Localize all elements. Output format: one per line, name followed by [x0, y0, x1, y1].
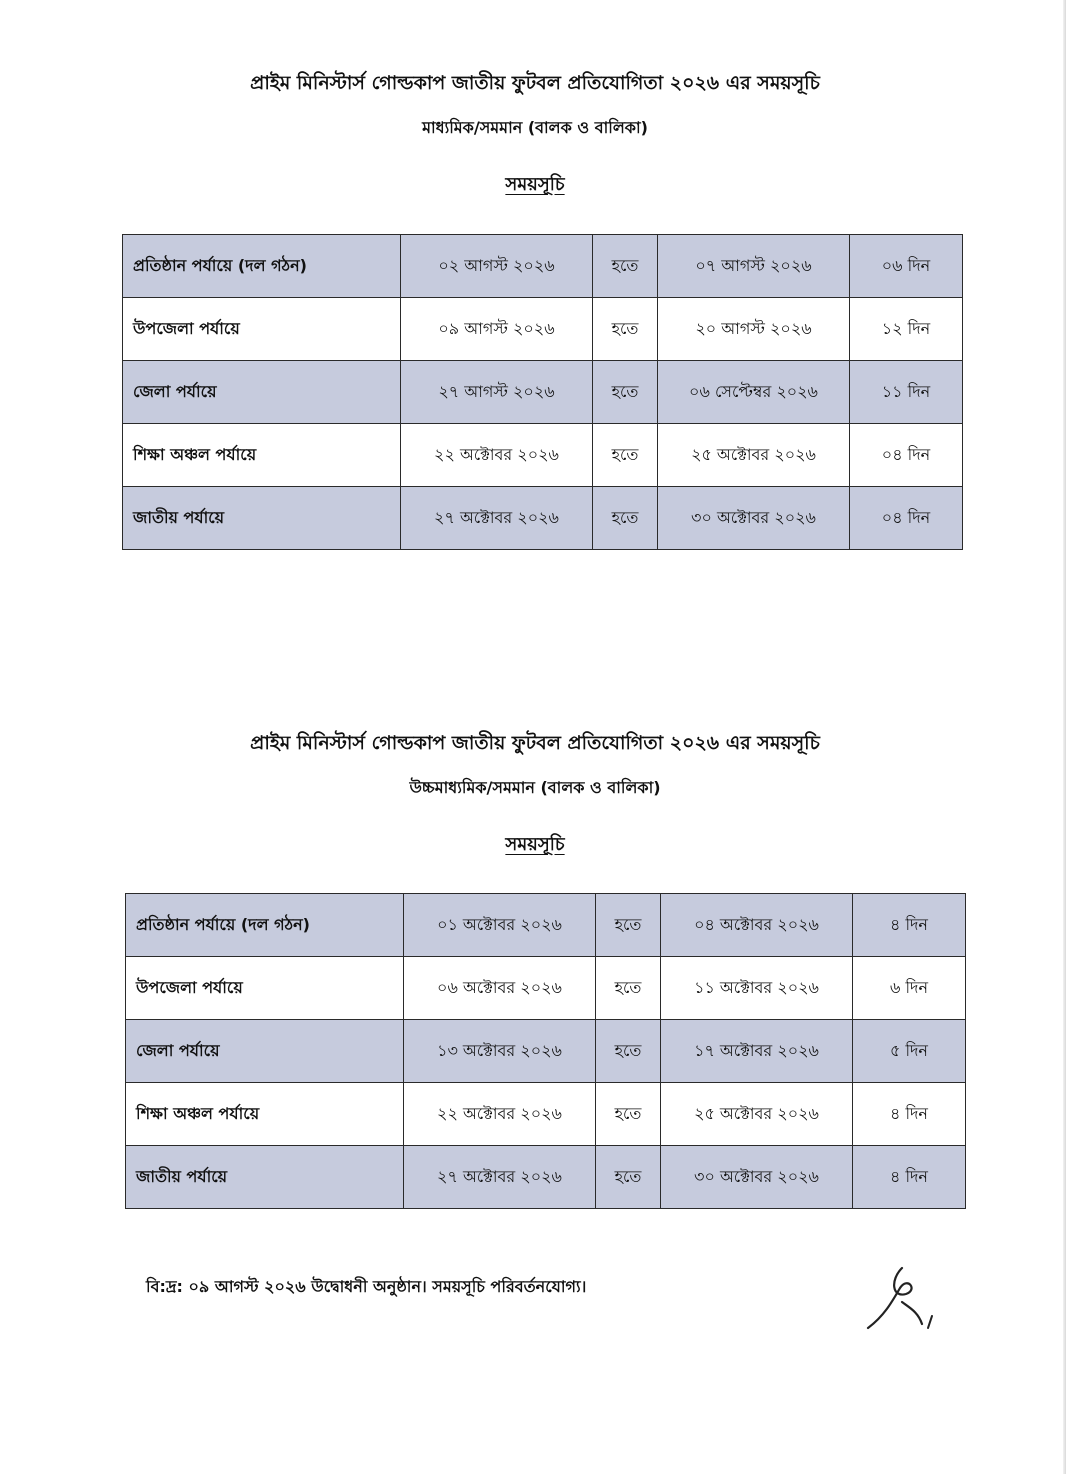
stage-cell: শিক্ষা অঞ্চল পর্যায়ে [123, 424, 401, 487]
table-row [126, 957, 966, 1020]
from-cell: হতে [593, 487, 658, 550]
days-cell: ১২ দিন [850, 298, 963, 361]
days-cell: ১১ দিন [850, 361, 963, 424]
from-cell: হতে [596, 1083, 661, 1146]
end-date-cell: ০৪ অক্টোবর ২০২৬ [661, 894, 853, 957]
end-date-cell: ২০ আগস্ট ২০২৬ [658, 298, 850, 361]
schedule-table [125, 893, 966, 1209]
schedule-section-higher-secondary [0, 728, 1070, 1186]
section-title: প্রাইম মিনিস্টার্স গোল্ডকাপ জাতীয় ফুটবল প্রতিযোগিতা ২০২৬ এর সময়সূচি [250, 72, 820, 94]
days-cell: ৪ দিন [853, 1146, 966, 1209]
from-cell: হতে [596, 1146, 661, 1209]
table-row [126, 1020, 966, 1083]
from-cell: হতে [593, 298, 658, 361]
days-cell: ৫ দিন [853, 1020, 966, 1083]
from-cell: হতে [593, 361, 658, 424]
table-row [126, 1083, 966, 1146]
stage-cell: উপজেলা পর্যায়ে [126, 957, 404, 1020]
section-heading [0, 170, 1070, 201]
section-heading-text: সময়সূচি [505, 834, 565, 855]
days-cell: ০৬ দিন [850, 235, 963, 298]
signature-mark [862, 1258, 942, 1338]
stage-cell: জেলা পর্যায়ে [126, 1020, 404, 1083]
days-cell: ০৪ দিন [850, 424, 963, 487]
table-row [123, 487, 963, 550]
table-row [123, 424, 963, 487]
days-cell: ৬ দিন [853, 957, 966, 1020]
table-row [126, 894, 966, 957]
start-date-cell: ০৬ অক্টোবর ২০২৬ [404, 957, 596, 1020]
end-date-cell: ২৫ অক্টোবর ২০২৬ [661, 1083, 853, 1146]
stage-cell: প্রতিষ্ঠান পর্যায়ে (দল গঠন) [126, 894, 404, 957]
schedule-section-secondary [0, 68, 1070, 527]
start-date-cell: ০৯ আগস্ট ২০২৬ [401, 298, 593, 361]
from-cell: হতে [596, 957, 661, 1020]
start-date-cell: ০২ আগস্ট ২০২৬ [401, 235, 593, 298]
section-heading-text: সময়সূচি [505, 174, 565, 195]
end-date-cell: ২৫ অক্টোবর ২০২৬ [658, 424, 850, 487]
start-date-cell: ২২ অক্টোবর ২০২৬ [401, 424, 593, 487]
stage-cell: জেলা পর্যায়ে [123, 361, 401, 424]
table-row [123, 298, 963, 361]
end-date-cell: ০৬ সেপ্টেম্বর ২০২৬ [658, 361, 850, 424]
table-row [126, 1146, 966, 1209]
section-subtitle: উচ্চমাধ্যমিক/সমমান (বালক ও বালিকা) [409, 778, 661, 797]
days-cell: ৪ দিন [853, 1083, 966, 1146]
stage-cell: উপজেলা পর্যায়ে [123, 298, 401, 361]
start-date-cell: ২২ অক্টোবর ২০২৬ [404, 1083, 596, 1146]
stage-cell: জাতীয় পর্যায়ে [123, 487, 401, 550]
table-row [123, 235, 963, 298]
stage-cell: জাতীয় পর্যায়ে [126, 1146, 404, 1209]
schedule-table [122, 234, 963, 550]
end-date-cell: ১১ অক্টোবর ২০২৬ [661, 957, 853, 1020]
stage-cell: প্রতিষ্ঠান পর্যায়ে (দল গঠন) [123, 235, 401, 298]
stage-cell: শিক্ষা অঞ্চল পর্যায়ে [126, 1083, 404, 1146]
start-date-cell: ০১ অক্টোবর ২০২৬ [404, 894, 596, 957]
start-date-cell: ১৩ অক্টোবর ২০২৬ [404, 1020, 596, 1083]
end-date-cell: ১৭ অক্টোবর ২০২৬ [661, 1020, 853, 1083]
from-cell: হতে [593, 235, 658, 298]
end-date-cell: ৩০ অক্টোবর ২০২৬ [658, 487, 850, 550]
from-cell: হতে [596, 894, 661, 957]
start-date-cell: ২৭ অক্টোবর ২০২৬ [401, 487, 593, 550]
days-cell: ৪ দিন [853, 894, 966, 957]
section-title: প্রাইম মিনিস্টার্স গোল্ডকাপ জাতীয় ফুটবল প্রতিযোগিতা ২০২৬ এর সময়সূচি [250, 732, 820, 754]
section-heading [0, 830, 1070, 861]
footnote: বি:দ্র: ০৯ আগস্ট ২০২৬ উদ্বোধনী অনুষ্ঠান। সময়সূচি পরিবর্তনযোগ্য। [146, 1277, 587, 1296]
section-subtitle: মাধ্যমিক/সমমান (বালক ও বালিকা) [422, 118, 648, 137]
table-row [123, 361, 963, 424]
start-date-cell: ২৭ অক্টোবর ২০২৬ [404, 1146, 596, 1209]
end-date-cell: ৩০ অক্টোবর ২০২৬ [661, 1146, 853, 1209]
end-date-cell: ০৭ আগস্ট ২০২৬ [658, 235, 850, 298]
days-cell: ০৪ দিন [850, 487, 963, 550]
from-cell: হতে [596, 1020, 661, 1083]
from-cell: হতে [593, 424, 658, 487]
start-date-cell: ২৭ আগস্ট ২০২৬ [401, 361, 593, 424]
